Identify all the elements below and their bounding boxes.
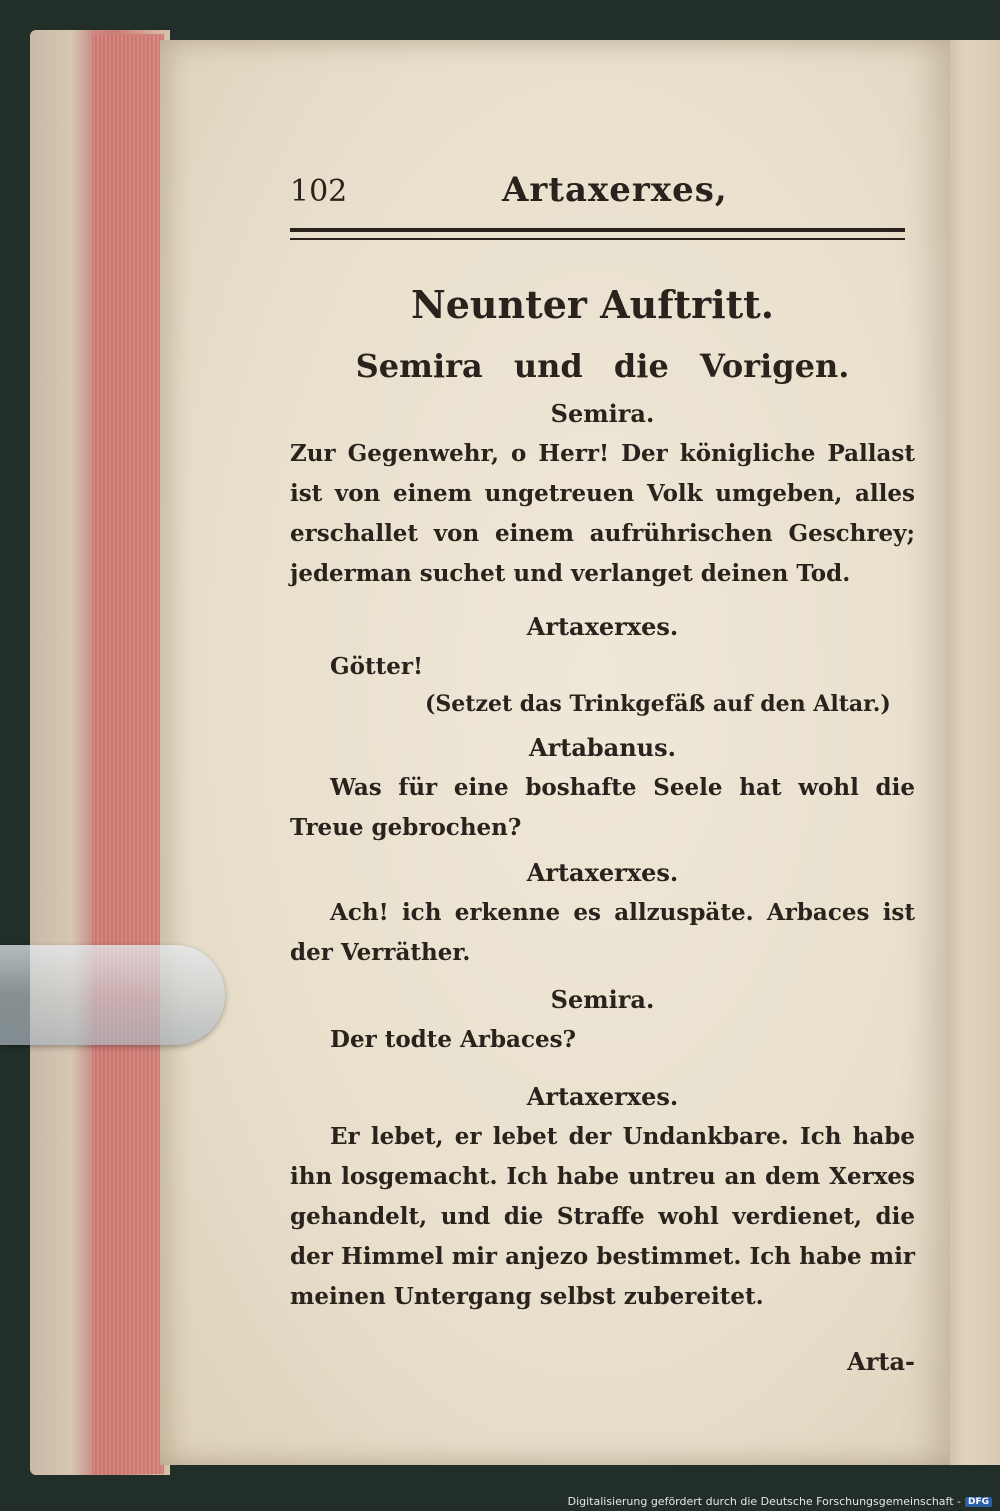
footer-credit: Digitalisierung gefördert durch die Deutsche Forschungsgemeinschaft - bbox=[567, 1495, 961, 1508]
red-page-edges bbox=[92, 34, 164, 1474]
speaker-name: Artaxerxes. bbox=[526, 612, 679, 641]
scene-title: Neunter Auftritt. bbox=[411, 282, 774, 327]
running-title: Artaxerxes, bbox=[502, 170, 728, 210]
speaker-name: Semira. bbox=[550, 399, 655, 428]
page-number: 102 bbox=[290, 174, 348, 209]
facing-page-edge bbox=[945, 40, 1000, 1465]
speaker-name: Semira. bbox=[550, 985, 655, 1014]
speech-text: Was für eine boshafte Seele hat wohl die Treue gebrochen? bbox=[290, 774, 915, 841]
scene-persons: Semira und die Vorigen. bbox=[355, 347, 850, 385]
speaker-name: Artaxerxes. bbox=[526, 858, 679, 887]
speaker-name: Artaxerxes. bbox=[526, 1082, 679, 1111]
stage-direction: (Setzet das Trinkgefäß auf den Altar.) bbox=[425, 691, 891, 717]
speech-text: Zur Gegenwehr, o Herr! Der königliche Pallast ist von einem ungetreuen Volk umgeben, alles erschallet von einem aufrührischen Geschrey; jederman suchet und verlanget deinen Tod. bbox=[290, 440, 915, 587]
page-holder-clip bbox=[0, 945, 225, 1045]
speech-text: Er lebet, er lebet der Undankbare. Ich habe ihn losgemacht. Ich habe untreu an dem Xerxes gehandelt, und die Straffe wohl verdienet, die der Himmel mir anjezo bestimmet. Ich habe mir meinen Untergang selbst zubereitet. bbox=[290, 1123, 915, 1310]
catchword: Arta- bbox=[847, 1347, 915, 1376]
dfg-logo-icon: DFG bbox=[965, 1497, 992, 1507]
header-rule bbox=[290, 228, 905, 240]
digitization-footer bbox=[568, 1495, 992, 1508]
speech-text: Götter! bbox=[330, 653, 424, 680]
page-header bbox=[290, 170, 915, 220]
page-content bbox=[290, 170, 915, 1376]
speech-text: Ach! ich erkenne es allzuspäte. Arbaces ist der Verräther. bbox=[290, 899, 915, 966]
speaker-name: Artabanus. bbox=[529, 733, 676, 762]
speech-text: Der todte Arbaces? bbox=[330, 1026, 577, 1053]
